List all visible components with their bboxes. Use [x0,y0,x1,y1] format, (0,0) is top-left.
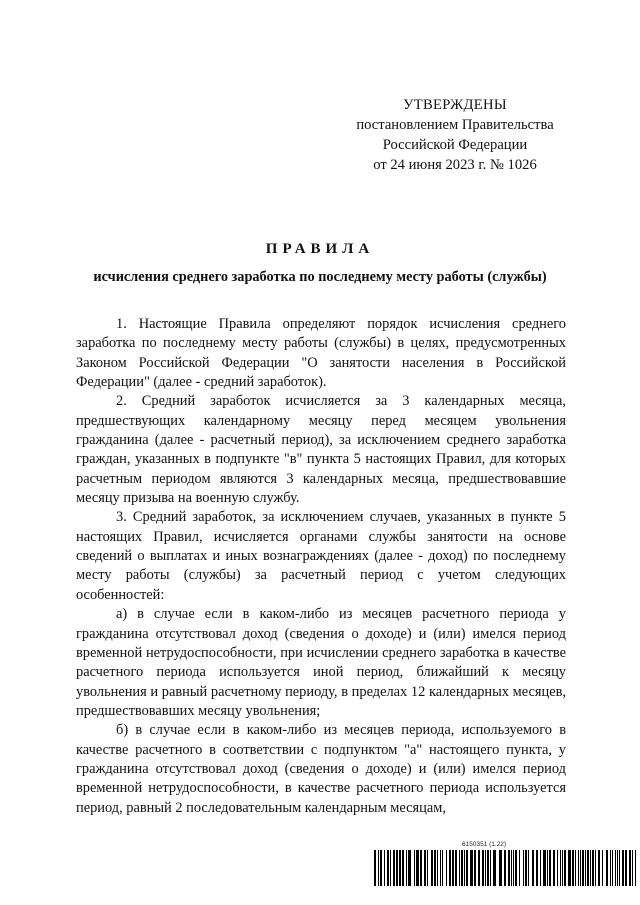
paragraph-2: 2. Средний заработок исчисляется за 3 календарных месяца, предшествующих календарному месяцу перед месяцем увольнения гражданина (далее - расчетный период), за исключением среднего заработка граждан, указанных в подпункте "в" пункта 5 настоящих Правил, для которых расчетным периодом являются 3 календарных месяца, предшествовавшие месяцу призыва на военную службу. [76,393,566,507]
paragraph-3b: б) в случае если в каком-либо из месяцев периода, используемого в качестве расчетного в соответствии с подпунктом "а" настоящего пункта, у гражданина отсутствовал доход (сведения о доходе) и (или) имелся период временной нетрудоспособности, в качестве расчетного периода используется период, равный 2 последовательным календарным месяцам, [76,722,566,816]
paragraph-3a: а) в случае если в каком-либо из месяцев расчетного периода у гражданина отсутствовал доход (сведения о доходе) и (или) имелся период временной нетрудоспособности, при исчислении среднего заработка в качестве расчетного периода используется иной период, ближайший к месяцу увольнения и равный расчетному периоду, в пределах 12 календарных месяцев, предшествовавших месяцу увольнения; [76,606,566,719]
document-title: ПРАВИЛА [265,241,375,257]
barcode-icon [374,850,636,886]
approval-line: Российской Федерации [382,137,528,153]
paragraph-1: 1. Настоящие Правила определяют порядок исчисления среднего заработка по последнему месту работы (службы) в целях, предусмотренных Законом Российской Федерации "О занятости населения в Российской Федерации" (далее - средний заработок). [76,316,566,391]
approval-heading: УТВЕРЖДЕНЫ [403,97,507,113]
paragraph-3: 3. Средний заработок, за исключением случаев, указанных в пункте 5 настоящих Правил, исчисляется органами службы занятости на основе сведений о выплатах и иных вознаграждениях (далее - доход) по последнему месту работы (службы) за расчетный период с учетом следующих особенностей: [76,509,566,603]
document-subtitle: исчисления среднего заработка по последнему месту работы (службы) [93,269,547,285]
document-body [76,315,566,818]
form-code: 6150351 (1.22) [462,841,507,848]
approval-date-number: от 24 июня 2023 г. № 1026 [373,157,537,173]
approval-block [345,95,565,175]
approval-line: постановлением Правительства [356,117,554,133]
